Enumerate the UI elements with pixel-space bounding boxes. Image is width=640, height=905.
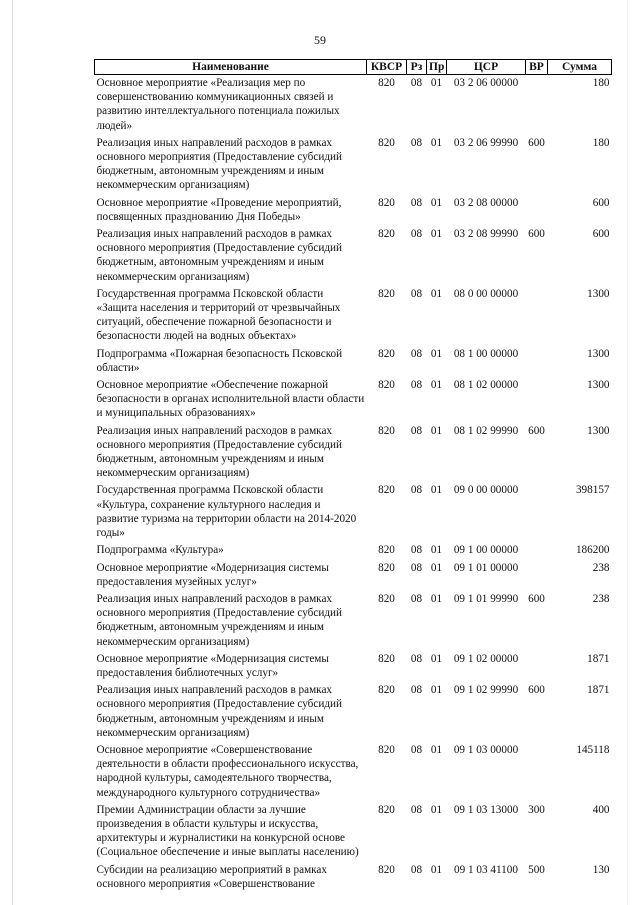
row-sum: 398157 bbox=[575, 484, 610, 497]
table-row bbox=[95, 482, 612, 542]
left-scan-edge bbox=[12, 0, 13, 905]
row-sum: 1300 bbox=[587, 379, 610, 392]
row-name: Реализация иных направлений расходов в рамках основного мероприятия (Предоставление субсидий бюджетным, автономным учреждениям и иным некоммерческим организациям) bbox=[96, 228, 342, 283]
row-kvsr: 820 bbox=[378, 652, 395, 665]
table-row bbox=[95, 742, 612, 802]
row-kvsr: 820 bbox=[378, 863, 395, 876]
row-sum: 180 bbox=[592, 136, 610, 149]
table-row bbox=[95, 346, 612, 377]
row-csr: 08 1 02 99990 bbox=[453, 424, 519, 437]
row-sum: 145118 bbox=[576, 743, 610, 756]
row-sum: 1300 bbox=[587, 287, 610, 300]
row-csr: 09 1 03 13000 bbox=[453, 803, 519, 816]
header-rz: Рз bbox=[407, 60, 427, 75]
table-row bbox=[95, 560, 612, 591]
row-pr: 01 bbox=[430, 136, 443, 149]
row-vr bbox=[526, 651, 548, 682]
row-name: Основное мероприятие «Совершенствование деятельности в области профессионального искусства, народной культуры, самодеятельного творчества, международного культурного сотрудничества» bbox=[96, 743, 359, 799]
row-pr: 01 bbox=[430, 544, 443, 557]
row-rz: 08 bbox=[410, 347, 423, 360]
budget-table bbox=[94, 59, 612, 893]
row-rz: 08 bbox=[410, 424, 423, 437]
table-header bbox=[95, 60, 612, 75]
row-sum: 130 bbox=[592, 863, 610, 876]
table-row bbox=[95, 226, 612, 286]
row-csr: 08 1 00 00000 bbox=[453, 347, 519, 360]
row-pr: 01 bbox=[430, 287, 443, 300]
table-row bbox=[95, 423, 612, 483]
row-sum: 1300 bbox=[587, 347, 610, 360]
row-csr: 03 2 08 00000 bbox=[453, 196, 519, 209]
row-name: Реализация иных направлений расходов в рамках основного мероприятия (Предоставление субсидий бюджетным, автономным учреждениям и иным некоммерческим организациям) bbox=[96, 424, 342, 480]
row-rz: 08 bbox=[410, 287, 423, 300]
row-pr: 01 bbox=[430, 379, 443, 392]
row-csr: 09 0 00 00000 bbox=[453, 484, 519, 497]
row-rz: 08 bbox=[410, 803, 423, 816]
row-vr: 600 bbox=[528, 592, 545, 605]
row-name: Субсидии на реализацию мероприятий в рамках основного мероприятия «Совершенствование bbox=[96, 863, 327, 890]
row-name: Реализация иных направлений расходов в рамках основного мероприятия (Предоставление субсидий бюджетным, автономным учреждениям и иным некоммерческим организациям) bbox=[96, 684, 342, 739]
page-number: 59 bbox=[314, 33, 326, 47]
table-body bbox=[95, 75, 612, 893]
right-scan-edge bbox=[627, 0, 628, 905]
row-name: Основное мероприятие «Реализация мер по совершенствованию коммуникационных связей и развитию интеллектуального потенциала пожилых людей» bbox=[96, 77, 340, 132]
row-name: Реализация иных направлений расходов в рамках основного мероприятия (Предоставление субсидий бюджетным, автономным учреждениям и иным некоммерческим организациям) bbox=[96, 136, 342, 192]
row-vr: 600 bbox=[528, 684, 545, 697]
row-sum: 180 bbox=[592, 77, 610, 89]
row-rz: 08 bbox=[410, 743, 423, 756]
table-row bbox=[95, 682, 612, 742]
header-sum: Сумма bbox=[548, 60, 612, 75]
row-sum: 1871 bbox=[587, 684, 610, 697]
row-rz: 08 bbox=[410, 544, 423, 557]
row-name: Основное мероприятие «Обеспечение пожарной безопасности в органах исполнительной власти области и муниципальных образованиях» bbox=[96, 379, 365, 420]
row-pr: 01 bbox=[430, 77, 443, 89]
row-vr bbox=[526, 482, 548, 542]
row-csr: 09 1 01 99990 bbox=[453, 592, 519, 605]
row-kvsr: 820 bbox=[378, 544, 395, 557]
table-row bbox=[95, 75, 612, 135]
row-vr bbox=[526, 542, 548, 559]
row-vr: 300 bbox=[528, 803, 545, 816]
row-rz: 08 bbox=[410, 652, 423, 665]
row-kvsr: 820 bbox=[378, 228, 395, 241]
row-csr: 09 1 00 00000 bbox=[453, 544, 519, 557]
row-csr: 08 0 00 00000 bbox=[453, 287, 519, 300]
row-rz: 08 bbox=[410, 863, 423, 876]
header-kvsr: КВСР bbox=[367, 60, 407, 75]
row-rz: 08 bbox=[410, 592, 423, 605]
row-vr: 500 bbox=[528, 863, 545, 876]
row-vr bbox=[526, 742, 548, 802]
row-name: Основное мероприятие «Модернизация системы предоставления музейных услуг» bbox=[96, 561, 329, 588]
table-row bbox=[95, 135, 612, 195]
row-vr bbox=[526, 195, 548, 226]
row-rz: 08 bbox=[410, 136, 423, 149]
row-vr bbox=[526, 286, 548, 346]
row-name: Подпрограмма «Культура» bbox=[96, 544, 224, 557]
row-pr: 01 bbox=[430, 561, 443, 574]
row-name: Премии Администрации области за лучшие произведения в области культуры и искусства, архитектуры и журналистики на конкурсной основе (Социальное обеспечение и иные выплаты населению) bbox=[96, 803, 359, 859]
row-pr: 01 bbox=[430, 803, 443, 816]
table-row bbox=[95, 542, 612, 559]
row-kvsr: 820 bbox=[378, 287, 395, 300]
row-csr: 09 1 02 99990 bbox=[453, 684, 519, 697]
row-csr: 09 1 03 41100 bbox=[454, 863, 518, 876]
row-rz: 08 bbox=[410, 77, 423, 89]
row-vr bbox=[526, 560, 548, 591]
row-vr bbox=[526, 75, 548, 135]
row-rz: 08 bbox=[410, 379, 423, 392]
row-vr: 600 bbox=[528, 228, 545, 241]
row-csr: 09 1 03 00000 bbox=[453, 743, 519, 756]
row-name: Основное мероприятие «Проведение мероприятий, посвященных празднованию Дня Победы» bbox=[96, 196, 342, 223]
table-row bbox=[95, 862, 612, 893]
row-kvsr: 820 bbox=[378, 684, 395, 697]
table-row bbox=[95, 591, 612, 651]
row-csr: 03 2 06 00000 bbox=[453, 77, 519, 89]
row-kvsr: 820 bbox=[378, 561, 395, 574]
row-name: Основное мероприятие «Модернизация системы предоставления библиотечных услуг» bbox=[96, 652, 329, 679]
row-vr bbox=[526, 377, 548, 423]
row-pr: 01 bbox=[430, 196, 443, 209]
row-pr: 01 bbox=[430, 484, 443, 497]
row-name: Государственная программа Псковской области «Культура, сохранение культурного наследия и развитие туризма на территории области на 2014-2020 годы» bbox=[96, 484, 357, 540]
row-pr: 01 bbox=[430, 743, 443, 756]
row-name: Подпрограмма «Пожарная безопасность Псковской области» bbox=[96, 347, 343, 374]
row-kvsr: 820 bbox=[378, 379, 395, 392]
row-kvsr: 820 bbox=[378, 347, 395, 360]
row-name: Государственная программа Псковской области «Защита населения и территорий от чрезвычайных ситуаций, обеспечение пожарной безопасности и безопасности людей на водных объектах» bbox=[96, 287, 341, 343]
row-sum: 186200 bbox=[575, 544, 610, 557]
row-kvsr: 820 bbox=[378, 743, 395, 756]
row-kvsr: 820 bbox=[378, 77, 395, 89]
row-rz: 08 bbox=[410, 684, 423, 697]
row-sum: 600 bbox=[592, 196, 610, 209]
table-row bbox=[95, 377, 612, 423]
row-csr: 03 2 06 99990 bbox=[453, 136, 519, 149]
row-sum: 600 bbox=[592, 228, 610, 241]
row-vr bbox=[526, 346, 548, 377]
row-pr: 01 bbox=[430, 592, 443, 605]
row-sum: 238 bbox=[592, 561, 610, 574]
table-row bbox=[95, 651, 612, 682]
row-pr: 01 bbox=[430, 424, 443, 437]
row-csr: 09 1 02 00000 bbox=[453, 652, 519, 665]
row-vr: 600 bbox=[528, 424, 545, 437]
row-rz: 08 bbox=[410, 484, 423, 497]
row-kvsr: 820 bbox=[378, 803, 395, 816]
row-sum: 1300 bbox=[587, 424, 610, 437]
row-vr: 600 bbox=[528, 136, 545, 149]
row-rz: 08 bbox=[410, 196, 423, 209]
header-csr: ЦСР bbox=[447, 60, 526, 75]
row-sum: 238 bbox=[592, 592, 610, 605]
table-row bbox=[95, 286, 612, 346]
row-csr: 09 1 01 00000 bbox=[453, 561, 519, 574]
row-pr: 01 bbox=[430, 652, 443, 665]
row-kvsr: 820 bbox=[378, 196, 395, 209]
row-pr: 01 bbox=[430, 684, 443, 697]
row-rz: 08 bbox=[410, 561, 423, 574]
row-rz: 08 bbox=[410, 228, 423, 241]
row-sum: 1871 bbox=[587, 652, 610, 665]
row-pr: 01 bbox=[430, 863, 443, 876]
row-name: Реализация иных направлений расходов в рамках основного мероприятия (Предоставление субсидий бюджетным, автономным учреждениям и иным некоммерческим организациям) bbox=[96, 592, 342, 648]
header-pr: Пр bbox=[427, 60, 447, 75]
row-pr: 01 bbox=[430, 228, 443, 241]
row-kvsr: 820 bbox=[378, 424, 395, 437]
row-csr: 03 2 08 99990 bbox=[453, 228, 519, 241]
row-kvsr: 820 bbox=[378, 136, 395, 149]
header-name: Наименование bbox=[95, 60, 367, 75]
row-sum: 400 bbox=[592, 803, 610, 816]
table-row bbox=[95, 802, 612, 862]
table-row bbox=[95, 195, 612, 226]
row-kvsr: 820 bbox=[378, 484, 395, 497]
row-csr: 08 1 02 00000 bbox=[453, 379, 519, 392]
header-vr: ВР bbox=[526, 60, 548, 75]
row-kvsr: 820 bbox=[378, 592, 395, 605]
row-pr: 01 bbox=[430, 347, 443, 360]
